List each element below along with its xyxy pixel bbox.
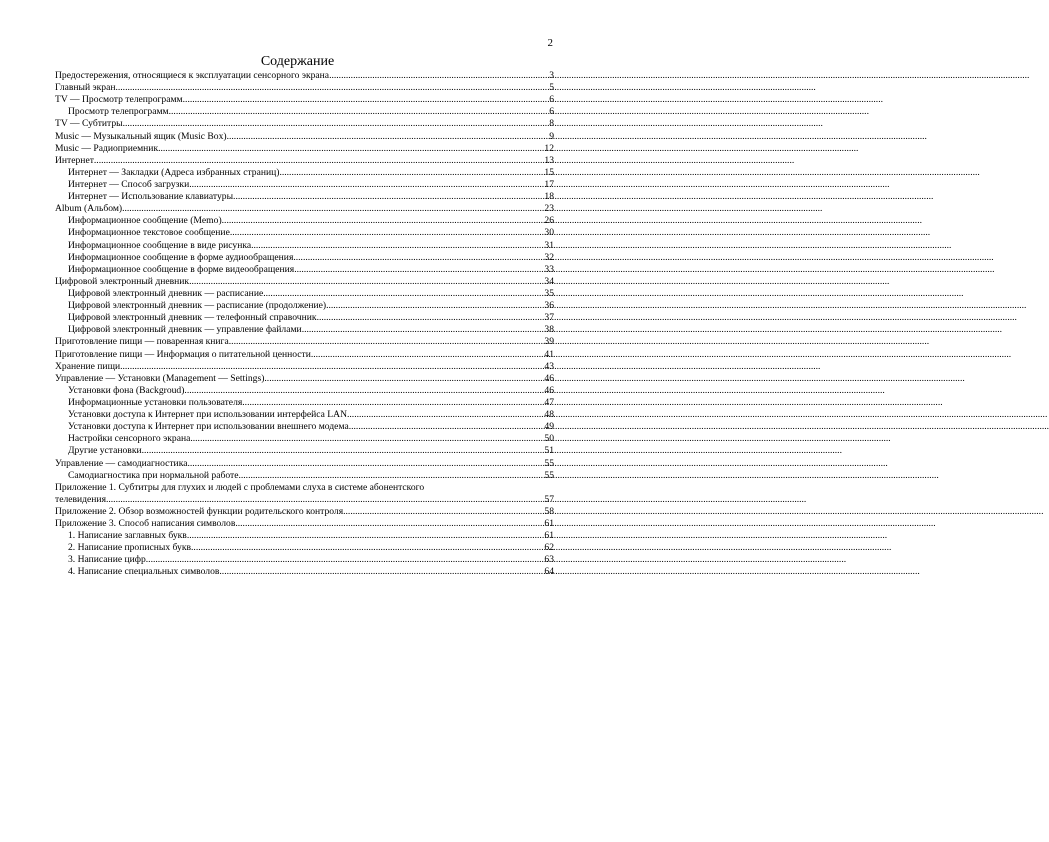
dot-leader [189, 179, 544, 191]
toc-entry[interactable] [55, 409, 554, 421]
toc-entry-page: 58 [544, 505, 554, 517]
toc-entry[interactable] [55, 118, 554, 130]
toc-entry[interactable] [55, 421, 554, 433]
toc-entry-text: Цифровой электронный дневник [55, 275, 190, 287]
toc-entry[interactable] [55, 312, 554, 324]
toc-entry[interactable] [55, 264, 554, 276]
toc-entry[interactable] [55, 566, 554, 578]
toc-entry[interactable] [55, 203, 554, 215]
dot-leader [146, 554, 545, 566]
table-of-contents [55, 70, 554, 579]
dot-leader [238, 470, 544, 482]
toc-entry-text: Хранение пищи [55, 360, 121, 372]
toc-entry[interactable] [55, 470, 554, 482]
toc-entry-page: 15 [544, 166, 554, 178]
toc-entry-text: Информационные установки пользователя [68, 396, 243, 408]
toc-entry-text: Album (Альбом) [55, 203, 123, 215]
toc-entry-text: Интернет — Способ загрузки [68, 178, 190, 190]
toc-entry-page: 18 [544, 191, 554, 203]
toc-entry-text: Установки доступа к Интернет при использовании внешнего модема [68, 421, 349, 433]
toc-entry-text: Приготовление пищи — поваренная книга [55, 336, 229, 348]
dot-leader [349, 421, 545, 433]
dot-leader [294, 264, 544, 276]
dot-leader [279, 167, 544, 179]
toc-entry-page: 36 [544, 300, 554, 312]
toc-entry-text: 2. Написание прописных букв [68, 542, 192, 554]
toc-entry[interactable] [55, 336, 554, 348]
toc-entry-page: 47 [544, 396, 554, 408]
toc-entry-text: Установки фона (Backgroud) [68, 384, 185, 396]
toc-entry-text: Информационное сообщение в форме аудиообращения [68, 251, 294, 263]
toc-entry-page: 63 [544, 554, 554, 566]
toc-entry-text: Самодиагностика при нормальной работе [68, 469, 239, 481]
toc-entry-text: Приложение 3. Способ написания символов [55, 518, 236, 530]
dot-leader [184, 385, 544, 397]
toc-entry-text: Цифровой электронный дневник — управление файлами [68, 324, 302, 336]
dot-leader [242, 397, 544, 409]
toc-entry[interactable] [55, 131, 554, 143]
dot-leader [158, 143, 544, 155]
toc-entry-page: 43 [544, 360, 554, 372]
toc-entry-page: 62 [544, 542, 554, 554]
dot-leader [190, 433, 544, 445]
dot-leader [183, 94, 550, 106]
toc-entry[interactable] [55, 179, 554, 191]
toc-entry[interactable] [55, 300, 554, 312]
page-number: 2 [547, 37, 553, 49]
dot-leader [142, 445, 545, 457]
toc-entry[interactable] [55, 240, 554, 252]
toc-entry-text: Приложение 1. Субтитры для глухих и людей с проблемами слуха в системе абонентского [55, 481, 425, 493]
dot-leader [219, 566, 544, 578]
dot-leader [311, 349, 545, 361]
toc-entry-text: Music — Радиоприемник [55, 142, 159, 154]
toc-entry[interactable] [55, 288, 554, 300]
toc-entry[interactable] [55, 506, 554, 518]
toc-entry[interactable] [55, 324, 554, 336]
toc-entry-text: Информационное сообщение (Memo) [68, 215, 222, 227]
dot-leader [189, 276, 544, 288]
toc-entry-page: 49 [544, 421, 554, 433]
toc-entry-page: 55 [544, 457, 554, 469]
dot-leader [347, 409, 544, 421]
toc-entry-text: Предостережения, относящиеся к эксплуатации сенсорного экрана [55, 70, 330, 81]
dot-leader [293, 252, 544, 264]
toc-entry[interactable] [55, 155, 554, 167]
dot-leader [94, 155, 545, 167]
dot-leader [343, 506, 544, 518]
toc-entry-text: Интернет — Использование клавиатуры [68, 191, 234, 203]
dot-leader [122, 203, 544, 215]
toc-entry[interactable] [55, 397, 554, 409]
toc-entry-page: 41 [544, 348, 554, 360]
toc-entry[interactable] [55, 215, 554, 227]
dot-leader [251, 240, 544, 252]
toc-entry[interactable] [55, 361, 554, 373]
toc-entry[interactable] [55, 143, 554, 155]
toc-entry-text: Управление — Установки (Management — Settings) [55, 372, 265, 384]
dot-leader [169, 106, 550, 118]
dot-leader [115, 82, 549, 94]
toc-entry[interactable] [55, 106, 554, 118]
toc-entry-page: 31 [544, 239, 554, 251]
toc-entry-text: Цифровой электронный дневник — расписание (продолжение) [68, 300, 327, 312]
toc-entry[interactable] [55, 482, 554, 506]
toc-entry-page: 9 [549, 130, 554, 142]
toc-entry-page: 38 [544, 324, 554, 336]
toc-entry-text: Настройки сенсорного экрана [68, 433, 191, 445]
toc-entry-page: 51 [544, 445, 554, 457]
dot-leader [233, 191, 544, 203]
dot-leader [329, 70, 549, 82]
dot-leader [326, 300, 544, 312]
toc-entry-page: 3 [549, 70, 554, 81]
toc-entry[interactable] [55, 167, 554, 179]
toc-entry-text: Music — Музыкальный ящик (Music Box) [55, 130, 227, 142]
toc-entry-page: 55 [544, 469, 554, 481]
dot-leader [120, 361, 544, 373]
dot-leader [263, 288, 544, 300]
toc-entry[interactable] [55, 82, 554, 94]
dot-leader [264, 373, 544, 385]
toc-entry-text: Управление — самодиагностика [55, 457, 188, 469]
toc-entry-page: 61 [544, 518, 554, 530]
toc-entry[interactable] [55, 458, 554, 470]
toc-entry-page: 50 [544, 433, 554, 445]
toc-entry-page: 57 [544, 493, 554, 505]
dot-leader [187, 530, 545, 542]
dot-leader [123, 118, 550, 130]
toc-entry[interactable] [55, 94, 554, 106]
toc-entry-page: 46 [544, 384, 554, 396]
dot-leader [317, 312, 545, 324]
dot-leader [302, 324, 545, 336]
toc-entry-page: 5 [549, 82, 554, 94]
toc-entry-text: TV — Просмотр телепрограмм [55, 94, 183, 106]
toc-entry[interactable] [55, 252, 554, 264]
toc-entry-page: 6 [549, 94, 554, 106]
toc-entry-text: Другие установки [68, 445, 142, 457]
toc-entry-text: Просмотр телепрограмм [68, 106, 169, 118]
toc-entry[interactable] [55, 276, 554, 288]
toc-entry[interactable] [55, 349, 554, 361]
toc-entry[interactable] [55, 227, 554, 239]
toc-entry-text: Приложение 2. Обзор возможностей функции родительского контроля [55, 505, 344, 517]
toc-entry-continuation [55, 494, 554, 506]
toc-entry-page: 61 [544, 530, 554, 542]
toc-entry-text: Главный экран [55, 82, 116, 94]
toc-entry[interactable] [55, 385, 554, 397]
toc-entry[interactable] [55, 70, 554, 82]
toc-entry-page: 64 [544, 566, 554, 578]
toc-entry-page: 35 [544, 287, 554, 299]
toc-entry[interactable] [55, 191, 554, 203]
dot-leader [191, 542, 544, 554]
toc-entry[interactable] [55, 554, 554, 566]
toc-entry-text: Цифровой электронный дневник — расписание [68, 287, 264, 299]
toc-entry-page: 30 [544, 227, 554, 239]
toc-entry[interactable] [55, 518, 554, 530]
dot-leader [187, 458, 544, 470]
toc-entry-text: Интернет — Закладки (Адреса избранных страниц) [68, 166, 280, 178]
toc-entry-page: 23 [544, 203, 554, 215]
toc-entry-text: 3. Написание цифр [68, 554, 146, 566]
toc-entry-text: TV — Субтитры [55, 118, 123, 130]
toc-entry-page: 33 [544, 263, 554, 275]
toc-entry-page: 8 [549, 118, 554, 130]
dot-leader [227, 131, 550, 143]
toc-entry-page: 48 [544, 409, 554, 421]
toc-entry-text: Информационное сообщение в форме видеообращения [68, 263, 295, 275]
toc-entry-page: 12 [544, 142, 554, 154]
toc-entry-text: Информационное текстовое сообщение [68, 227, 230, 239]
toc-entry[interactable] [55, 445, 554, 457]
toc-entry-page: 46 [544, 372, 554, 384]
dot-leader [106, 494, 544, 506]
toc-entry-text: Цифровой электронный дневник — телефонный справочник [68, 312, 317, 324]
toc-entry-page: 17 [544, 178, 554, 190]
dot-leader [222, 215, 545, 227]
toc-entry-text: Информационное сообщение в виде рисунка [68, 239, 252, 251]
toc-entry-text: Интернет [55, 154, 94, 166]
toc-entry-text: Приготовление пищи — Информация о питательной ценности [55, 348, 311, 360]
toc-entry-text-continued: телевидения [55, 493, 106, 505]
toc-title: Содержание [260, 54, 335, 69]
toc-entry-page: 26 [544, 215, 554, 227]
toc-entry[interactable] [55, 542, 554, 554]
toc-entry-page: 6 [549, 106, 554, 118]
toc-entry-text: Установки доступа к Интернет при использовании интерфейса LAN [68, 409, 347, 421]
toc-entry[interactable] [55, 373, 554, 385]
toc-entry-page: 34 [544, 275, 554, 287]
toc-entry-page: 13 [544, 154, 554, 166]
dot-leader [230, 227, 545, 239]
dot-leader [235, 518, 544, 530]
toc-entry[interactable] [55, 530, 554, 542]
toc-entry-page: 39 [544, 336, 554, 348]
toc-entry-text: 4. Написание специальных символов [68, 566, 220, 578]
toc-entry[interactable] [55, 433, 554, 445]
toc-entry-page: 37 [544, 312, 554, 324]
toc-entry-page: 32 [544, 251, 554, 263]
toc-entry-text: 1. Написание заглавных букв [68, 530, 187, 542]
dot-leader [229, 336, 545, 348]
